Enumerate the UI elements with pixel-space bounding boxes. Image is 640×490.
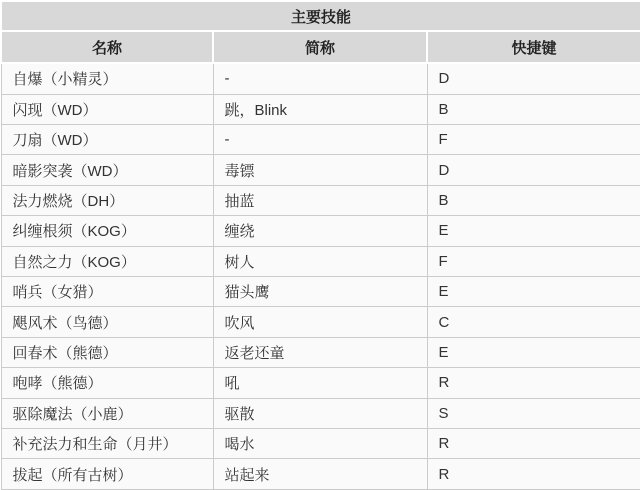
column-header-abbr: 简称 xyxy=(213,31,427,63)
table-row xyxy=(1,216,640,246)
cell-skill-name: 纠缠根须（KOG） xyxy=(1,216,213,246)
cell-skill-abbr: - xyxy=(213,125,427,155)
cell-skill-hotkey: B xyxy=(427,94,640,124)
table-body xyxy=(1,63,640,490)
table-row xyxy=(1,63,640,94)
cell-skill-abbr: 跳，Blink xyxy=(213,94,427,124)
table-row xyxy=(1,125,640,155)
cell-skill-hotkey: S xyxy=(427,398,640,428)
cell-skill-name: 暗影突袭（WD） xyxy=(1,155,213,185)
cell-skill-name: 法力燃烧（DH） xyxy=(1,185,213,215)
cell-skill-name: 自然之力（KOG） xyxy=(1,246,213,276)
cell-skill-abbr: 驱散 xyxy=(213,398,427,428)
column-header-name: 名称 xyxy=(1,31,213,63)
cell-skill-abbr: - xyxy=(213,63,427,94)
table-row xyxy=(1,307,640,337)
cell-skill-abbr: 喝水 xyxy=(213,429,427,459)
cell-skill-abbr: 毒镖 xyxy=(213,155,427,185)
cell-skill-name: 回春术（熊德） xyxy=(1,337,213,367)
cell-skill-abbr: 吹风 xyxy=(213,307,427,337)
cell-skill-hotkey: R xyxy=(427,459,640,490)
cell-skill-hotkey: F xyxy=(427,125,640,155)
table-row xyxy=(1,185,640,215)
cell-skill-hotkey: D xyxy=(427,63,640,94)
table-title: 主要技能 xyxy=(1,1,640,31)
cell-skill-name: 刀扇（WD） xyxy=(1,125,213,155)
cell-skill-name: 驱除魔法（小鹿） xyxy=(1,398,213,428)
table-row xyxy=(1,277,640,307)
cell-skill-hotkey: B xyxy=(427,185,640,215)
table-row xyxy=(1,368,640,398)
table-row xyxy=(1,398,640,428)
cell-skill-hotkey: D xyxy=(427,155,640,185)
cell-skill-hotkey: R xyxy=(427,368,640,398)
table-header-row xyxy=(1,31,640,63)
cell-skill-hotkey: E xyxy=(427,337,640,367)
cell-skill-abbr: 站起来 xyxy=(213,459,427,490)
cell-skill-hotkey: E xyxy=(427,216,640,246)
cell-skill-hotkey: C xyxy=(427,307,640,337)
cell-skill-hotkey: F xyxy=(427,246,640,276)
table-row xyxy=(1,459,640,490)
table-title-row xyxy=(1,1,640,31)
cell-skill-name: 飓风术（鸟德） xyxy=(1,307,213,337)
cell-skill-name: 咆哮（熊德） xyxy=(1,368,213,398)
cell-skill-abbr: 吼 xyxy=(213,368,427,398)
table-row xyxy=(1,94,640,124)
table-row xyxy=(1,337,640,367)
cell-skill-abbr: 树人 xyxy=(213,246,427,276)
cell-skill-name: 哨兵（女猎） xyxy=(1,277,213,307)
table-row xyxy=(1,155,640,185)
cell-skill-abbr: 返老还童 xyxy=(213,337,427,367)
column-header-hotkey: 快捷键 xyxy=(427,31,640,63)
table-row xyxy=(1,429,640,459)
cell-skill-abbr: 猫头鹰 xyxy=(213,277,427,307)
cell-skill-name: 闪现（WD） xyxy=(1,94,213,124)
cell-skill-abbr: 缠绕 xyxy=(213,216,427,246)
cell-skill-hotkey: E xyxy=(427,277,640,307)
cell-skill-name: 自爆（小精灵） xyxy=(1,63,213,94)
cell-skill-abbr: 抽蓝 xyxy=(213,185,427,215)
table-row xyxy=(1,246,640,276)
cell-skill-hotkey: R xyxy=(427,429,640,459)
cell-skill-name: 补充法力和生命（月井） xyxy=(1,429,213,459)
cell-skill-name: 拔起（所有古树） xyxy=(1,459,213,490)
